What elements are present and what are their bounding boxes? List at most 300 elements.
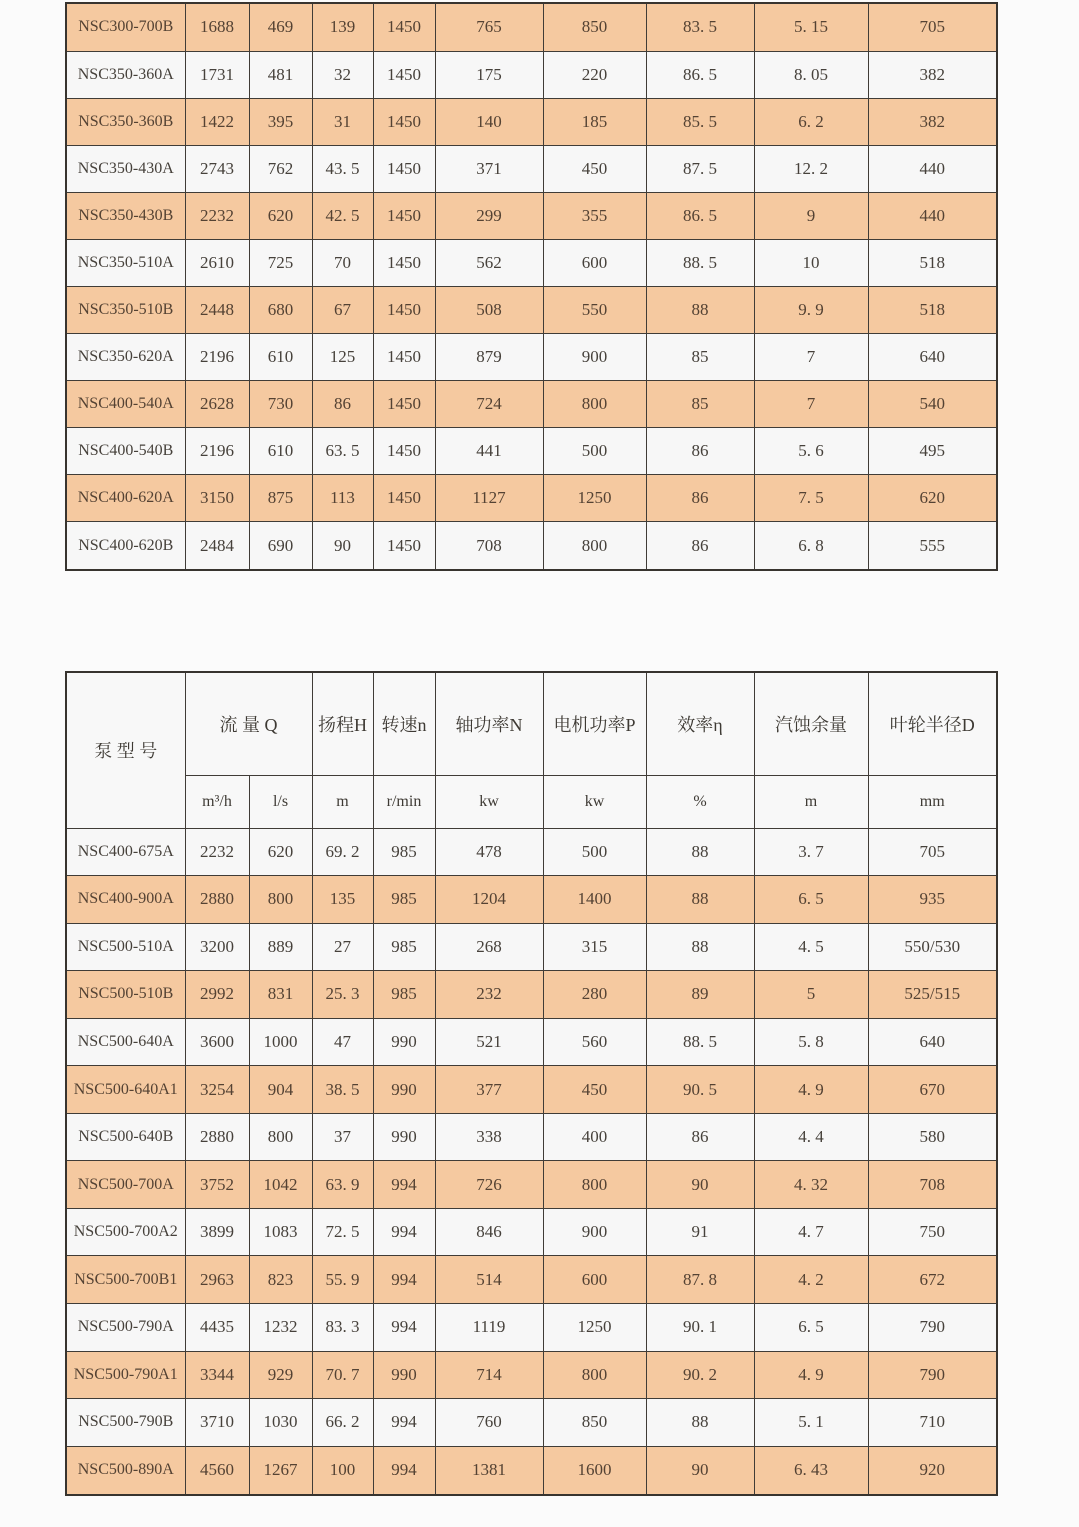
value-cell: 268 bbox=[435, 923, 543, 971]
table-row bbox=[66, 1446, 997, 1495]
value-cell: 5. 15 bbox=[754, 3, 868, 51]
value-cell: 708 bbox=[435, 522, 543, 570]
value-cell: 299 bbox=[435, 192, 543, 239]
value-cell: 87. 5 bbox=[646, 145, 754, 192]
value-cell: 1731 bbox=[185, 51, 249, 98]
value-cell: 765 bbox=[435, 3, 543, 51]
value-cell: 220 bbox=[543, 51, 646, 98]
value-cell: 1450 bbox=[373, 98, 435, 145]
value-cell: 2196 bbox=[185, 334, 249, 381]
pump-model-cell: NSC500-700A2 bbox=[66, 1208, 185, 1256]
pump-model-cell: NSC500-640A1 bbox=[66, 1066, 185, 1114]
value-cell: 990 bbox=[373, 1351, 435, 1399]
value-cell: 994 bbox=[373, 1303, 435, 1351]
table-row bbox=[66, 1066, 997, 1114]
pump-model-cell: NSC350-430A bbox=[66, 145, 185, 192]
value-cell: 620 bbox=[249, 192, 312, 239]
value-cell: 67 bbox=[312, 286, 373, 333]
value-cell: 762 bbox=[249, 145, 312, 192]
value-cell: 610 bbox=[249, 428, 312, 475]
value-cell: 994 bbox=[373, 1446, 435, 1495]
value-cell: 87. 8 bbox=[646, 1256, 754, 1304]
table-row bbox=[66, 239, 997, 286]
pump-model-cell: NSC500-640A bbox=[66, 1018, 185, 1066]
value-cell: 90. 2 bbox=[646, 1351, 754, 1399]
value-cell: 6. 2 bbox=[754, 98, 868, 145]
value-cell: 85. 5 bbox=[646, 98, 754, 145]
value-cell: 315 bbox=[543, 923, 646, 971]
pump-model-cell: NSC350-620A bbox=[66, 334, 185, 381]
value-cell: 5. 8 bbox=[754, 1018, 868, 1066]
value-cell: 5. 1 bbox=[754, 1399, 868, 1447]
table-row bbox=[66, 286, 997, 333]
header-motor-power-p: 电机功率P bbox=[543, 672, 646, 775]
value-cell: 1450 bbox=[373, 381, 435, 428]
header-shaft-power-n: 轴功率N bbox=[435, 672, 543, 775]
value-cell: 904 bbox=[249, 1066, 312, 1114]
value-cell: 800 bbox=[543, 381, 646, 428]
value-cell: 1267 bbox=[249, 1446, 312, 1495]
value-cell: 985 bbox=[373, 971, 435, 1019]
table-row bbox=[66, 475, 997, 522]
table-upper-body bbox=[66, 3, 997, 570]
unit-npsh-m: m bbox=[754, 775, 868, 828]
value-cell: 441 bbox=[435, 428, 543, 475]
value-cell: 31 bbox=[312, 98, 373, 145]
value-cell: 920 bbox=[868, 1446, 997, 1495]
header-speed-n: 转速n bbox=[373, 672, 435, 775]
value-cell: 823 bbox=[249, 1256, 312, 1304]
value-cell: 12. 2 bbox=[754, 145, 868, 192]
table-row bbox=[66, 1303, 997, 1351]
value-cell: 1450 bbox=[373, 51, 435, 98]
header-flow-q: 流 量 Q bbox=[185, 672, 312, 775]
value-cell: 139 bbox=[312, 3, 373, 51]
table-row bbox=[66, 1208, 997, 1256]
value-cell: 43. 5 bbox=[312, 145, 373, 192]
value-cell: 4. 9 bbox=[754, 1351, 868, 1399]
header-row-units bbox=[66, 775, 997, 828]
value-cell: 1450 bbox=[373, 239, 435, 286]
pump-spec-table-lower bbox=[65, 671, 998, 1496]
value-cell: 338 bbox=[435, 1113, 543, 1161]
value-cell: 555 bbox=[868, 522, 997, 570]
value-cell: 395 bbox=[249, 98, 312, 145]
value-cell: 610 bbox=[249, 334, 312, 381]
value-cell: 850 bbox=[543, 3, 646, 51]
value-cell: 83. 5 bbox=[646, 3, 754, 51]
value-cell: 88. 5 bbox=[646, 239, 754, 286]
value-cell: 135 bbox=[312, 876, 373, 924]
value-cell: 1204 bbox=[435, 876, 543, 924]
value-cell: 2880 bbox=[185, 876, 249, 924]
value-cell: 2484 bbox=[185, 522, 249, 570]
value-cell: 4560 bbox=[185, 1446, 249, 1495]
pump-model-cell: NSC500-890A bbox=[66, 1446, 185, 1495]
table-lower-header bbox=[66, 672, 997, 828]
value-cell: 994 bbox=[373, 1399, 435, 1447]
table-row bbox=[66, 1113, 997, 1161]
table-row bbox=[66, 51, 997, 98]
value-cell: 1030 bbox=[249, 1399, 312, 1447]
table-row bbox=[66, 98, 997, 145]
value-cell: 831 bbox=[249, 971, 312, 1019]
value-cell: 90. 5 bbox=[646, 1066, 754, 1114]
value-cell: 710 bbox=[868, 1399, 997, 1447]
unit-efficiency-pct: % bbox=[646, 775, 754, 828]
value-cell: 70 bbox=[312, 239, 373, 286]
value-cell: 86 bbox=[646, 428, 754, 475]
value-cell: 85 bbox=[646, 334, 754, 381]
value-cell: 1250 bbox=[543, 1303, 646, 1351]
value-cell: 850 bbox=[543, 1399, 646, 1447]
pump-model-cell: NSC500-640B bbox=[66, 1113, 185, 1161]
value-cell: 2610 bbox=[185, 239, 249, 286]
value-cell: 450 bbox=[543, 1066, 646, 1114]
value-cell: 3899 bbox=[185, 1208, 249, 1256]
table-row bbox=[66, 828, 997, 876]
value-cell: 500 bbox=[543, 428, 646, 475]
value-cell: 508 bbox=[435, 286, 543, 333]
value-cell: 6. 5 bbox=[754, 1303, 868, 1351]
unit-flow-ls: l/s bbox=[249, 775, 312, 828]
value-cell: 550/530 bbox=[868, 923, 997, 971]
value-cell: 495 bbox=[868, 428, 997, 475]
value-cell: 47 bbox=[312, 1018, 373, 1066]
value-cell: 37 bbox=[312, 1113, 373, 1161]
value-cell: 1688 bbox=[185, 3, 249, 51]
table-row bbox=[66, 381, 997, 428]
value-cell: 935 bbox=[868, 876, 997, 924]
value-cell: 1422 bbox=[185, 98, 249, 145]
value-cell: 42. 5 bbox=[312, 192, 373, 239]
value-cell: 63. 5 bbox=[312, 428, 373, 475]
value-cell: 90 bbox=[646, 1161, 754, 1209]
value-cell: 875 bbox=[249, 475, 312, 522]
value-cell: 355 bbox=[543, 192, 646, 239]
pump-model-cell: NSC500-790A1 bbox=[66, 1351, 185, 1399]
value-cell: 550 bbox=[543, 286, 646, 333]
value-cell: 382 bbox=[868, 98, 997, 145]
value-cell: 560 bbox=[543, 1018, 646, 1066]
pump-model-cell: NSC400-900A bbox=[66, 876, 185, 924]
value-cell: 620 bbox=[868, 475, 997, 522]
value-cell: 600 bbox=[543, 1256, 646, 1304]
value-cell: 705 bbox=[868, 828, 997, 876]
value-cell: 3150 bbox=[185, 475, 249, 522]
value-cell: 3752 bbox=[185, 1161, 249, 1209]
value-cell: 9. 9 bbox=[754, 286, 868, 333]
pump-model-cell: NSC350-360A bbox=[66, 51, 185, 98]
value-cell: 280 bbox=[543, 971, 646, 1019]
value-cell: 481 bbox=[249, 51, 312, 98]
value-cell: 185 bbox=[543, 98, 646, 145]
value-cell: 86 bbox=[646, 475, 754, 522]
value-cell: 708 bbox=[868, 1161, 997, 1209]
header-pump-model: 泵 型 号 bbox=[66, 672, 185, 828]
pump-model-cell: NSC400-620B bbox=[66, 522, 185, 570]
unit-speed-rmin: r/min bbox=[373, 775, 435, 828]
value-cell: 1450 bbox=[373, 475, 435, 522]
value-cell: 91 bbox=[646, 1208, 754, 1256]
value-cell: 125 bbox=[312, 334, 373, 381]
pump-model-cell: NSC400-540A bbox=[66, 381, 185, 428]
value-cell: 929 bbox=[249, 1351, 312, 1399]
value-cell: 450 bbox=[543, 145, 646, 192]
value-cell: 4. 2 bbox=[754, 1256, 868, 1304]
value-cell: 985 bbox=[373, 923, 435, 971]
pump-model-cell: NSC400-620A bbox=[66, 475, 185, 522]
value-cell: 88 bbox=[646, 1399, 754, 1447]
value-cell: 5. 6 bbox=[754, 428, 868, 475]
table-row bbox=[66, 876, 997, 924]
value-cell: 985 bbox=[373, 876, 435, 924]
value-cell: 640 bbox=[868, 334, 997, 381]
value-cell: 90. 1 bbox=[646, 1303, 754, 1351]
value-cell: 994 bbox=[373, 1208, 435, 1256]
value-cell: 600 bbox=[543, 239, 646, 286]
unit-head-m: m bbox=[312, 775, 373, 828]
value-cell: 86 bbox=[646, 522, 754, 570]
header-impeller-radius-d: 叶轮半径D bbox=[868, 672, 997, 775]
pump-model-cell: NSC350-430B bbox=[66, 192, 185, 239]
value-cell: 800 bbox=[249, 876, 312, 924]
value-cell: 1400 bbox=[543, 876, 646, 924]
pump-model-cell: NSC350-510A bbox=[66, 239, 185, 286]
value-cell: 66. 2 bbox=[312, 1399, 373, 1447]
value-cell: 514 bbox=[435, 1256, 543, 1304]
value-cell: 232 bbox=[435, 971, 543, 1019]
value-cell: 8. 05 bbox=[754, 51, 868, 98]
header-npsh: 汽蚀余量 bbox=[754, 672, 868, 775]
value-cell: 640 bbox=[868, 1018, 997, 1066]
unit-flow-m3h: m³/h bbox=[185, 775, 249, 828]
value-cell: 38. 5 bbox=[312, 1066, 373, 1114]
value-cell: 371 bbox=[435, 145, 543, 192]
value-cell: 4. 32 bbox=[754, 1161, 868, 1209]
value-cell: 1450 bbox=[373, 334, 435, 381]
pump-model-cell: NSC500-510B bbox=[66, 971, 185, 1019]
value-cell: 86. 5 bbox=[646, 51, 754, 98]
table-row bbox=[66, 192, 997, 239]
value-cell: 6. 8 bbox=[754, 522, 868, 570]
value-cell: 6. 5 bbox=[754, 876, 868, 924]
table-row bbox=[66, 428, 997, 475]
value-cell: 55. 9 bbox=[312, 1256, 373, 1304]
value-cell: 4. 7 bbox=[754, 1208, 868, 1256]
value-cell: 86 bbox=[312, 381, 373, 428]
table-lower-body bbox=[66, 828, 997, 1495]
pump-model-cell: NSC350-360B bbox=[66, 98, 185, 145]
value-cell: 3. 7 bbox=[754, 828, 868, 876]
value-cell: 889 bbox=[249, 923, 312, 971]
value-cell: 1119 bbox=[435, 1303, 543, 1351]
value-cell: 113 bbox=[312, 475, 373, 522]
table-row bbox=[66, 3, 997, 51]
value-cell: 88 bbox=[646, 876, 754, 924]
value-cell: 1250 bbox=[543, 475, 646, 522]
value-cell: 562 bbox=[435, 239, 543, 286]
value-cell: 69. 2 bbox=[312, 828, 373, 876]
value-cell: 994 bbox=[373, 1256, 435, 1304]
value-cell: 2232 bbox=[185, 192, 249, 239]
pump-model-cell: NSC350-510B bbox=[66, 286, 185, 333]
value-cell: 10 bbox=[754, 239, 868, 286]
value-cell: 25. 3 bbox=[312, 971, 373, 1019]
value-cell: 32 bbox=[312, 51, 373, 98]
value-cell: 500 bbox=[543, 828, 646, 876]
value-cell: 90 bbox=[312, 522, 373, 570]
value-cell: 846 bbox=[435, 1208, 543, 1256]
value-cell: 140 bbox=[435, 98, 543, 145]
value-cell: 1127 bbox=[435, 475, 543, 522]
value-cell: 6. 43 bbox=[754, 1446, 868, 1495]
value-cell: 440 bbox=[868, 192, 997, 239]
table-row bbox=[66, 1018, 997, 1066]
table-row bbox=[66, 522, 997, 570]
value-cell: 670 bbox=[868, 1066, 997, 1114]
value-cell: 800 bbox=[543, 522, 646, 570]
pump-model-cell: NSC500-700B1 bbox=[66, 1256, 185, 1304]
value-cell: 5 bbox=[754, 971, 868, 1019]
value-cell: 88 bbox=[646, 923, 754, 971]
value-cell: 1232 bbox=[249, 1303, 312, 1351]
unit-impeller-mm: mm bbox=[868, 775, 997, 828]
value-cell: 72. 5 bbox=[312, 1208, 373, 1256]
table-row bbox=[66, 334, 997, 381]
pump-model-cell: NSC400-540B bbox=[66, 428, 185, 475]
value-cell: 3200 bbox=[185, 923, 249, 971]
value-cell: 580 bbox=[868, 1113, 997, 1161]
value-cell: 88 bbox=[646, 828, 754, 876]
value-cell: 1000 bbox=[249, 1018, 312, 1066]
value-cell: 469 bbox=[249, 3, 312, 51]
table-row bbox=[66, 145, 997, 192]
value-cell: 3710 bbox=[185, 1399, 249, 1447]
value-cell: 2963 bbox=[185, 1256, 249, 1304]
value-cell: 2196 bbox=[185, 428, 249, 475]
value-cell: 521 bbox=[435, 1018, 543, 1066]
value-cell: 800 bbox=[249, 1113, 312, 1161]
table-row bbox=[66, 1399, 997, 1447]
table-row bbox=[66, 1161, 997, 1209]
value-cell: 800 bbox=[543, 1351, 646, 1399]
value-cell: 7. 5 bbox=[754, 475, 868, 522]
header-efficiency-eta: 效率η bbox=[646, 672, 754, 775]
value-cell: 620 bbox=[249, 828, 312, 876]
value-cell: 760 bbox=[435, 1399, 543, 1447]
value-cell: 790 bbox=[868, 1351, 997, 1399]
value-cell: 1450 bbox=[373, 3, 435, 51]
value-cell: 4435 bbox=[185, 1303, 249, 1351]
value-cell: 879 bbox=[435, 334, 543, 381]
value-cell: 690 bbox=[249, 522, 312, 570]
value-cell: 2992 bbox=[185, 971, 249, 1019]
value-cell: 4. 9 bbox=[754, 1066, 868, 1114]
value-cell: 985 bbox=[373, 828, 435, 876]
value-cell: 1450 bbox=[373, 522, 435, 570]
value-cell: 2628 bbox=[185, 381, 249, 428]
table-row bbox=[66, 1256, 997, 1304]
value-cell: 726 bbox=[435, 1161, 543, 1209]
value-cell: 1083 bbox=[249, 1208, 312, 1256]
value-cell: 990 bbox=[373, 1066, 435, 1114]
unit-motor-power-kw: kw bbox=[543, 775, 646, 828]
value-cell: 382 bbox=[868, 51, 997, 98]
value-cell: 2448 bbox=[185, 286, 249, 333]
value-cell: 1450 bbox=[373, 428, 435, 475]
value-cell: 724 bbox=[435, 381, 543, 428]
value-cell: 1450 bbox=[373, 192, 435, 239]
header-row-labels bbox=[66, 672, 997, 775]
value-cell: 9 bbox=[754, 192, 868, 239]
value-cell: 7 bbox=[754, 334, 868, 381]
value-cell: 3600 bbox=[185, 1018, 249, 1066]
value-cell: 90 bbox=[646, 1446, 754, 1495]
value-cell: 1042 bbox=[249, 1161, 312, 1209]
value-cell: 730 bbox=[249, 381, 312, 428]
value-cell: 4. 5 bbox=[754, 923, 868, 971]
value-cell: 990 bbox=[373, 1018, 435, 1066]
value-cell: 88 bbox=[646, 286, 754, 333]
value-cell: 100 bbox=[312, 1446, 373, 1495]
value-cell: 680 bbox=[249, 286, 312, 333]
value-cell: 400 bbox=[543, 1113, 646, 1161]
value-cell: 750 bbox=[868, 1208, 997, 1256]
value-cell: 2743 bbox=[185, 145, 249, 192]
value-cell: 3254 bbox=[185, 1066, 249, 1114]
value-cell: 89 bbox=[646, 971, 754, 1019]
value-cell: 2880 bbox=[185, 1113, 249, 1161]
value-cell: 1450 bbox=[373, 286, 435, 333]
value-cell: 440 bbox=[868, 145, 997, 192]
pump-model-cell: NSC300-700B bbox=[66, 3, 185, 51]
value-cell: 790 bbox=[868, 1303, 997, 1351]
value-cell: 725 bbox=[249, 239, 312, 286]
value-cell: 70. 7 bbox=[312, 1351, 373, 1399]
value-cell: 800 bbox=[543, 1161, 646, 1209]
value-cell: 86. 5 bbox=[646, 192, 754, 239]
value-cell: 1381 bbox=[435, 1446, 543, 1495]
value-cell: 3344 bbox=[185, 1351, 249, 1399]
value-cell: 7 bbox=[754, 381, 868, 428]
value-cell: 990 bbox=[373, 1113, 435, 1161]
pump-model-cell: NSC500-790B bbox=[66, 1399, 185, 1447]
unit-shaft-power-kw: kw bbox=[435, 775, 543, 828]
value-cell: 377 bbox=[435, 1066, 543, 1114]
pump-model-cell: NSC500-510A bbox=[66, 923, 185, 971]
value-cell: 85 bbox=[646, 381, 754, 428]
value-cell: 1450 bbox=[373, 145, 435, 192]
value-cell: 900 bbox=[543, 1208, 646, 1256]
pump-model-cell: NSC500-700A bbox=[66, 1161, 185, 1209]
value-cell: 540 bbox=[868, 381, 997, 428]
value-cell: 86 bbox=[646, 1113, 754, 1161]
value-cell: 2232 bbox=[185, 828, 249, 876]
value-cell: 27 bbox=[312, 923, 373, 971]
header-head-h: 扬程H bbox=[312, 672, 373, 775]
table-row bbox=[66, 923, 997, 971]
pump-model-cell: NSC400-675A bbox=[66, 828, 185, 876]
value-cell: 672 bbox=[868, 1256, 997, 1304]
value-cell: 63. 9 bbox=[312, 1161, 373, 1209]
value-cell: 518 bbox=[868, 286, 997, 333]
value-cell: 1600 bbox=[543, 1446, 646, 1495]
value-cell: 4. 4 bbox=[754, 1113, 868, 1161]
value-cell: 994 bbox=[373, 1161, 435, 1209]
value-cell: 518 bbox=[868, 239, 997, 286]
table-row bbox=[66, 1351, 997, 1399]
